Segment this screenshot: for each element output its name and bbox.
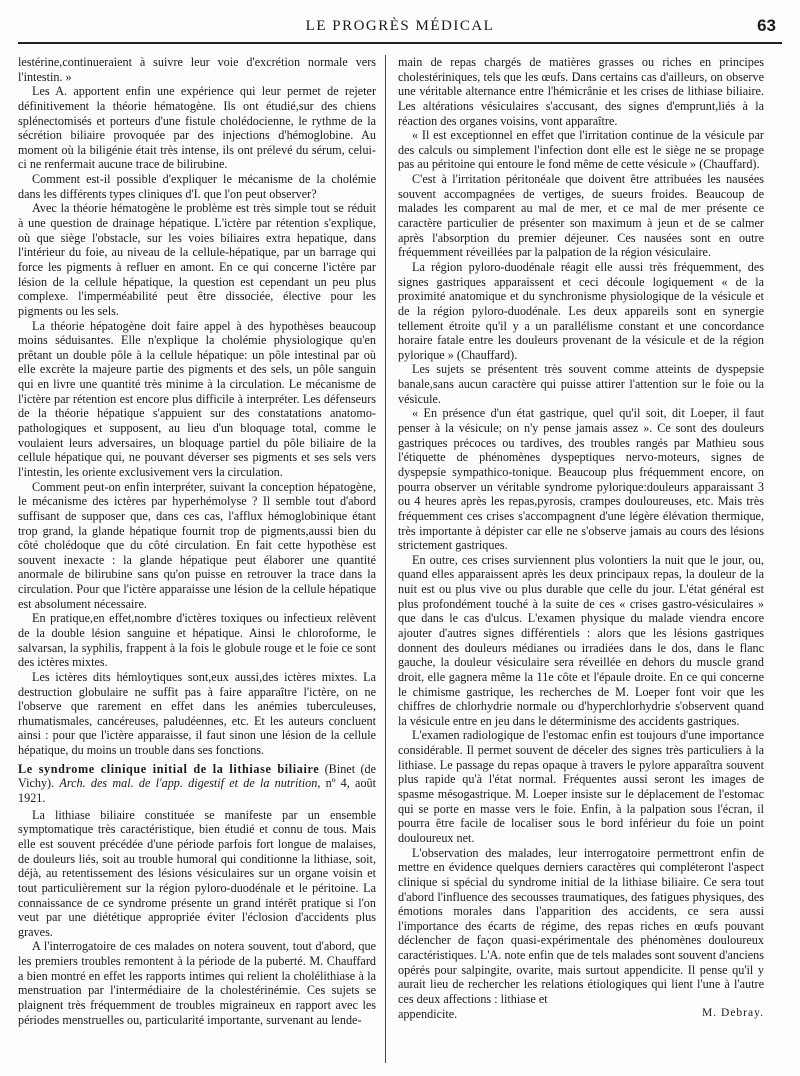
section-reference: Arch. des mal. de l'app. digestif et de la nutrition, — [59, 776, 321, 791]
header-rule — [18, 42, 782, 44]
paragraph: main de repas chargés de matières grasses ou riches en principes cholestériniques, tels que les œufs. Dans certains cas d'ailleurs, on observe une véritable alternance entre l'hémicrânie et les crises de lithiase biliaire. Les altérations vésiculaires s'accusant, des signes d'emprunt,liés à la réaction des organes voisins, vont apparaître. — [398, 55, 764, 128]
paragraph: Les ictères dits hémloytiques sont,eux aussi,des ictères mixtes. La destruction globulaire ne suffit pas à faire apparaître l'ictère, on ne l'observe que rarement en effet dans les anémies tuberculeuses, rhumatismales, cancéreuses, paludéennes, etc. Et les auteurs concluent ainsi : pour que l'ictère apparaisse, il faut sinon une lésion de la cellule hépatique, du moins un trouble dans ses fonctions. — [18, 669, 376, 758]
paragraph: A l'interrogatoire de ces malades on notera souvent, tout d'abord, que les premiers troubles remontent à la période de la puberté. M. Chauffard a bien montré en effet les rapports intimes qui relient la cholélithiase à la menstruation par l'intermédiaire de la cholestérinémie. Ces sujets se plaignent très fréquemment de troubles migraineux en rapport avec les périodes menstruelles ou, particularité importante, survenant au lende- — [18, 939, 376, 1027]
paragraph: La région pyloro-duodénale réagit elle aussi très fréquemment, des signes gastriques apparaissent et ceci découle logiquement « de la proximité anatomique et du synchronisme physiologique de la vésicule et de la région pyloro-duodénale. Les deux appareils sont en synergie tellement étroite qu'il y a un parallélisme constant et une concordance horaire fatale entre les douleurs provenant de la vésicule et de la région pylorique » (Chauffard). — [398, 259, 764, 362]
running-title: LE PROGRÈS MÉDICAL — [305, 18, 495, 34]
paragraph: « Il est exceptionnel en effet que l'irritation continue de la vésicule par des calculs ou simplement l'infection dont elle est le siège ne se propage pas au péritoine qui entoure le fond même de cette vésicule » (Chauffard). — [398, 128, 764, 172]
author-signature: M. Debray. — [702, 1006, 764, 1019]
paragraph: En pratique,en effet,nombre d'ictères toxiques ou infectieux relèvent de la double lésion sanguine et hépatique. Ainsi le chloroforme, le salvarsan, la syphilis, frappent à la fois le globule rouge et le foie ce sont des ictères mixtes. — [18, 611, 376, 670]
paragraph: En outre, ces crises surviennent plus volontiers la nuit que le jour, ou, quand elles apparaissent après les deux principaux repas, la douleur de la nuit est ou plus vive ou plus durable que celle du jour. L'état général est plus profondément touché à la suite de ces « crises gastro-vésiculaires » que dans le cas d'ulcus. L'examen physique du malade viendra encore ajouter d'autres signes différentiels : alors que les lésions gastriques donnent des douleurs médianes ou irradiées dans le dos, dans le flanc gauche, la douleur vésiculaire sera réveillée en dehors du muscle grand droit, elle gagnera même la 11e côte et l'épaule droite. En ce qui concerne le chimisme gastrique, les recherches de M. Loeper font voir que les chiffres de chlorhydrie normale ou d'hyperchlorhydrie s'observent quand la vésicule entre en jeu dans le déterminisme des accidents gastriques. — [398, 552, 764, 728]
paragraph: Avec la théorie hématogène le problème est très simple tout se réduit à une question de drainage hépatique. L'ictère par rétention s'explique, où que siège l'obstacle, sur les voies biliaires extra hepatique, dans l'intérieur du foie, au niveau de la cellule-hépatique, par un barrage qui force les pigments à refluer en amont. En ce qui concerne l'ictère par lésion de la cellule hépatique, la question est cependant un peu plus complexe. l'imperméabilité peut être dissociée, élective pour les pigments ou les sels. — [18, 201, 376, 318]
paragraph: La théorie hépatogène doit faire appel à des hypothèses beaucoup moins séduisantes. Elle n'explique la cholémie physiologique qu'en prêtant un double pôle à la cellule hépatique: un pôle intestinal par où elle excrète la majeure partie des pigments et des sels, un pôle sanguin qui en livre une quantité très minime à la circulation. Le mécanisme de l'ictère par rétention est encore plus difficile à interpréter. Les défenseurs de la théorie hépatique s'appuient sur des constatations anatomo-pathologiques et supposent, au lieu d'un bloquage total, comme le voulaient leurs adversaires, un bloquage partiel du pôle biliaire de la cellule hépatique qui, ne pouvant déverser ses pigments et ses sels vers l'intestin, les oriente exclusivement vers la circulation. — [18, 318, 376, 479]
section-heading — [18, 762, 376, 806]
section-author: (Binet (de Vichy). — [18, 761, 376, 791]
paragraph: « En présence d'un état gastrique, quel qu'il soit, dit Loeper, il faut penser à la vésicule; on n'y pense jamais assez ». Ce sont des douleurs gastriques précoces ou tardives, des troubles rangés par Mathieu sous l'étiquette de phénomènes dyspeptiques nervo-moteurs, signes de dyspepsie sympathico-tonique. Beaucoup plus fréquemment encore, on pourra observer un véritable syndrome pylorique:douleurs apparaissant 3 ou 4 heures après les repas,pyrosis, crampes douloureuses, etc. Mais très fréquemment ces crises s'accompagnent d'une légère élévation thermique, très importante à dépister car elle ne s'observe jamais au cours des lésions strictement gastriques. — [398, 406, 764, 553]
paragraph: L'examen radiologique de l'estomac enfin est toujours d'une importance considérable. Il permet souvent de déceler des signes très particuliers à la lithiase. Le passage du repas opaque à travers le pylore apparaîtra souvent plus rapide qu'à l'état normal. Fréquentes aussi seront les images de spasme mésogastrique. M. Loeper insiste sur le déplacement de l'estomac qui se porte en masse vers le foie. Enfin, à la palpation sous l'écran, il pourra être facile de localiser sous le bord inférieur du foie un point douloureux net. — [398, 728, 764, 845]
paragraph: Les A. apportent enfin une expérience qui leur permet de rejeter définitivement la théorie hématogène. Ils ont étudié,sur des chiens splénectomisés et porteurs d'une fistule cholédocienne, le rythme de la sécrétion biliaire provoquée par des injections d'hémoglobine. Au moment où la biligénie était très intense, ils ont prélevé du sérum, celui-ci ne renfermait aucune trace de bilirubine. — [18, 84, 376, 172]
section-date: nº 4, août 1921. — [18, 776, 376, 806]
page-number: 63 — [757, 16, 776, 35]
paragraph: La lithiase biliaire constituée se manifeste par un ensemble symptomatique très caractéristique, bien étudié et connu de tous. Mais elle est souvent précédée d'une période parfois fort longue de malaises, de douleurs liés, soit au trouble humoral qui conditionne la lithiase, soit, déjà, au retentissement des lésions vésiculaires sur un organe voisin et tout particulièrement sur la région pyloro-duodénale et le péritoine. La connaissance de ce syndrome présente un grand intérêt pratique si l'on veut par une diététique appropriée éviter l'éclosion d'accidents plus graves. — [18, 807, 376, 939]
paragraph: Comment est-il possible d'expliquer le mécanisme de la cholémie dans les différents types cliniques d'I. que l'on peut observer? — [18, 172, 376, 201]
section-title: Le syndrome clinique initial de la lithiase biliaire — [18, 761, 320, 776]
paragraph: Les sujets se présentent très souvent comme atteints de dyspepsie banale,sans aucun caractère qui puisse attirer l'attention sur le foie ou la vésicule. — [398, 362, 764, 406]
paragraph: L'observation des malades, leur interrogatoire permettront enfin de mettre en évidence quelques derniers caractères qui compléteront l'aspect clinique si spécial du syndrome initial de la lithiase biliaire. Ce sera tout d'abord l'influence des secousses traumatiques, des fatigues physiques, des émotions morales dans l'apparition des accidents, ce sera aussi l'importance des écarts de régime, des repas riches en œufs pouvant déclencher de façon quasi-expérimentale des phénomènes douloureux caractéristiques. L'A. note enfin que de tels malades sont souvent d'anciens opérés pour salpingite, ovarite, mais surtout appendicite. Il pense qu'il y aurait lieu de rechercher les relations étiologiques qui lient l'une à l'autre ces deux affections : lithiase et — [398, 845, 764, 1006]
paragraph: Comment peut-on enfin interpréter, suivant la conception hépatogène, le mécanisme des ictères par hyperhémolyse ? Il semble tout d'abord suffisant de supposer que, dans ces cas, l'afflux hémoglobinique étant trop grand, la glande hépatique fournit trop de pigments,aussi bien du côté cholédoque que du côté circulation. En fait cette hypothèse est souvent inexacte : la glande hépatique peut élaborer une quantité anormale de bilirubine sans qu'on puisse en retrouver la trace dans la circulation. Pour que l'ictère apparaisse une lésion de la cellule hépatique est absolument nécessaire. — [18, 479, 376, 611]
left-column — [18, 55, 376, 1067]
right-column — [398, 55, 764, 1067]
closing-line — [398, 1007, 764, 1022]
paragraph: C'est à l'irritation péritonéale que doivent être attribuées les nausées souvent accompagnées de vertiges, de sueurs froides. Beaucoup de malades les comparent au mal de mer, et ce mal de mer présente ce caractère particulier de présenter son maximum à jeun et de se calmer après l'absorption du premier déjeuner. Ces nausées sont en outre fréquemment réveillées par la palpation de la région vésiculaire. — [398, 172, 764, 260]
paragraph: lestérine,continueraient à suivre leur voie d'excrétion normale vers l'intestin. » — [18, 55, 376, 84]
closing-text: appendicite. — [398, 1006, 458, 1021]
column-divider — [385, 55, 386, 1063]
page-header — [18, 16, 782, 40]
